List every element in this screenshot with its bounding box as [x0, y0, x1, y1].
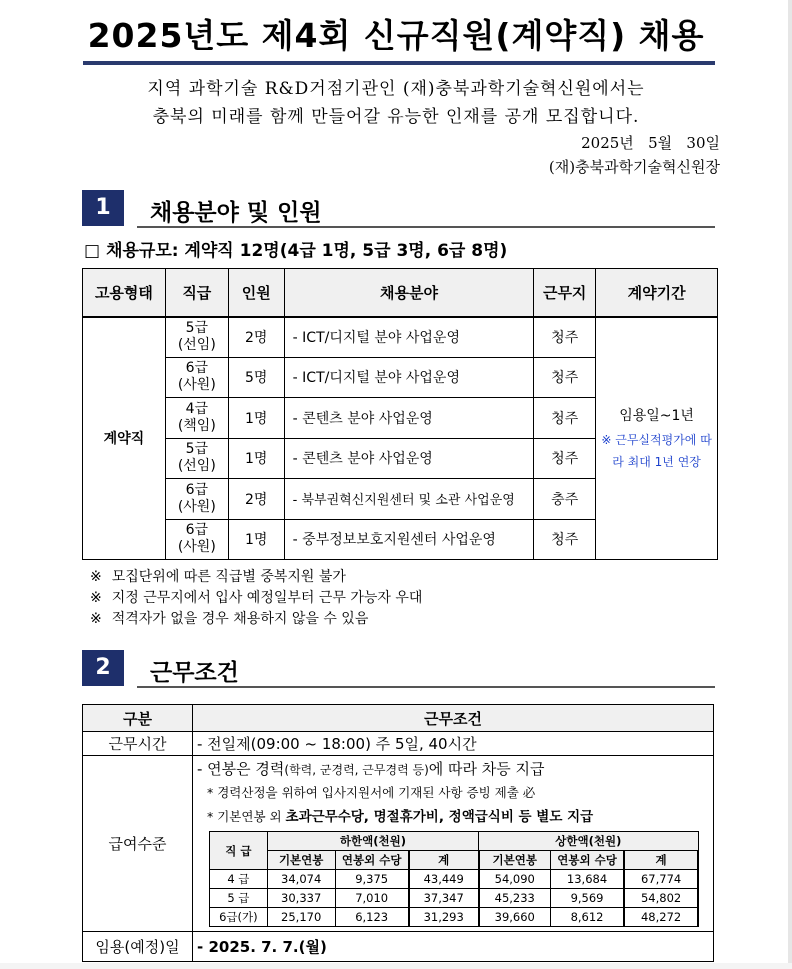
grade-cell: 4급 (책임) — [165, 398, 228, 439]
salary-cell: 34,074 — [267, 870, 335, 889]
pay-sub-2: * 기본연봉 외 초과근무수당, 명절휴가비, 정액급식비 등 별도 지급 — [207, 809, 594, 825]
workplace-cell: 청주 — [534, 317, 596, 358]
contract-period-cell — [596, 317, 718, 560]
col-workplace: 근무지 — [534, 269, 596, 317]
col-contract-period: 계약기간 — [596, 269, 718, 317]
salary-cell: 6,123 — [335, 908, 409, 927]
work-hours-value: - 전일제(09:00 ~ 18:00) 주 5일, 40시간 — [193, 732, 714, 756]
col-headcount: 인원 — [228, 269, 284, 317]
salary-grade: 5 급 — [210, 889, 268, 908]
grade-cell: 5급 (선임) — [165, 317, 228, 358]
headcount-cell: 1명 — [228, 519, 284, 560]
recruitment-scale-text: 채용규모: 계약직 12명(4급 1명, 5급 3명, 6급 8명) — [106, 241, 508, 261]
contract-period: 임용일~1년 — [619, 408, 694, 425]
grade-cell: 6급 (사원) — [165, 519, 228, 560]
salary-cell: 31,293 — [409, 908, 479, 927]
table-row — [83, 317, 718, 358]
pay-line-1: - 연봉은 경력(학력, 군경력, 근무경력 등)에 따라 차등 지급 — [197, 760, 545, 778]
sub-header: 연봉외 수당 — [550, 851, 624, 870]
col-employment-type: 고용형태 — [83, 269, 166, 317]
field-cell: - 중부정보보호지원센터 사업운영 — [284, 519, 534, 560]
recruitment-table — [82, 268, 718, 560]
section-1-title: 채용분야 및 인원 — [150, 200, 322, 226]
workplace-cell: 충주 — [534, 479, 596, 520]
field-cell: - ICT/디지털 분야 사업운영 — [284, 357, 534, 398]
section-2-number: 2 — [82, 650, 124, 686]
salary-cell: 25,170 — [267, 908, 335, 927]
table-row — [210, 889, 699, 908]
pay-details — [193, 756, 714, 932]
table-header-row — [210, 851, 699, 870]
table-row — [83, 932, 714, 962]
salary-cell: 30,337 — [267, 889, 335, 908]
employment-type: 계약직 — [83, 317, 166, 560]
note-item: ※ 적격자가 없을 경우 채용하지 않을 수 있음 — [90, 611, 369, 627]
section-1-number: 1 — [82, 190, 124, 226]
salary-cell: 37,347 — [409, 889, 479, 908]
scrollbar[interactable] — [788, 0, 792, 969]
headcount-cell: 1명 — [228, 438, 284, 479]
salary-grade: 4 급 — [210, 870, 268, 889]
table-row — [83, 732, 714, 756]
salary-cell: 9,569 — [550, 889, 624, 908]
salary-cell: 67,774 — [624, 870, 698, 889]
table-row — [83, 756, 714, 932]
sub-header: 기본연봉 — [479, 851, 551, 870]
col-grade: 직급 — [165, 269, 228, 317]
pay-label: 급여수준 — [83, 756, 193, 932]
field-cell: - ICT/디지털 분야 사업운영 — [284, 317, 534, 358]
page-bottom-edge — [0, 963, 792, 969]
intro-line-1: 지역 과학기술 R&D거점기관인 (재)충북과학기술혁신원에서는 — [147, 79, 645, 99]
headcount-cell: 2명 — [228, 317, 284, 358]
field-cell: - 콘텐츠 분야 사업운영 — [284, 398, 534, 439]
workplace-cell: 청주 — [534, 519, 596, 560]
signer: (재)충북과학기술혁신원장 — [548, 158, 720, 176]
grade-cell: 6급 (사원) — [165, 357, 228, 398]
salary-cell: 7,010 — [335, 889, 409, 908]
checkbox-icon: □ — [84, 241, 101, 261]
title-underline — [83, 61, 715, 65]
salary-cell: 9,375 — [335, 870, 409, 889]
salary-grade-header: 직 급 — [210, 832, 268, 870]
table-header-row — [83, 269, 718, 317]
section-2-title: 근무조건 — [150, 660, 239, 686]
field-cell: - 북부권혁신지원센터 및 소관 사업운영 — [284, 479, 534, 520]
sub-header: 연봉외 수당 — [335, 851, 409, 870]
salary-table — [209, 831, 699, 927]
salary-cell: 8,612 — [550, 908, 624, 927]
section-2-rule — [137, 686, 715, 688]
salary-cell: 54,090 — [479, 870, 551, 889]
appoint-date: - 2025. 7. 7.(월) — [193, 932, 714, 962]
salary-cell: 39,660 — [479, 908, 551, 927]
note-item: ※ 지정 근무지에서 입사 예정일부터 근무 가능자 우대 — [90, 590, 423, 606]
contract-note: ※ 근무실적평가에 따라 최대 1년 연장 — [601, 433, 712, 470]
table-header-row — [210, 832, 699, 851]
grade-cell: 5급 (선임) — [165, 438, 228, 479]
col-condition: 근무조건 — [193, 705, 714, 732]
headcount-cell: 5명 — [228, 357, 284, 398]
table-row — [210, 908, 699, 927]
salary-cell: 45,233 — [479, 889, 551, 908]
intro-line-2: 충북의 미래를 함께 만들어갈 유능한 인재를 공개 모집합니다. — [152, 107, 640, 127]
recruitment-scale — [84, 236, 507, 261]
workplace-cell: 청주 — [534, 438, 596, 479]
col-field: 채용분야 — [284, 269, 534, 317]
col-category: 구분 — [83, 705, 193, 732]
field-cell: - 콘텐츠 분야 사업운영 — [284, 438, 534, 479]
salary-grade: 6급(가) — [210, 908, 268, 927]
workplace-cell: 청주 — [534, 398, 596, 439]
salary-cell: 54,802 — [624, 889, 698, 908]
headcount-cell: 1명 — [228, 398, 284, 439]
table-header-row — [83, 705, 714, 732]
salary-cell: 48,272 — [624, 908, 698, 927]
notes-list — [90, 567, 422, 630]
workplace-cell: 청주 — [534, 357, 596, 398]
sub-header: 계 — [624, 851, 698, 870]
note-item: ※ 모집단위에 따른 직급별 중복지원 불가 — [90, 569, 346, 585]
sub-header: 계 — [409, 851, 479, 870]
grade-cell: 6급 (사원) — [165, 479, 228, 520]
salary-high-header: 상한액(천원) — [479, 832, 698, 851]
work-conditions-table — [82, 704, 714, 962]
salary-low-header: 하한액(천원) — [267, 832, 478, 851]
table-row — [210, 870, 699, 889]
announcement-date: 2025년 5월 30일 — [581, 134, 720, 152]
page-title: 2025년도 제4회 신규직원(계약직) 채용 — [87, 16, 705, 55]
headcount-cell: 2명 — [228, 479, 284, 520]
salary-cell: 43,449 — [409, 870, 479, 889]
sub-header: 기본연봉 — [267, 851, 335, 870]
appoint-label: 임용(예정)일 — [83, 932, 193, 962]
pay-sub-1: * 경력산정을 위하여 입사지원서에 기재된 사항 증빙 제출 必 — [207, 785, 536, 800]
work-hours-label: 근무시간 — [83, 732, 193, 756]
section-1-rule — [137, 226, 715, 228]
salary-cell: 13,684 — [550, 870, 624, 889]
